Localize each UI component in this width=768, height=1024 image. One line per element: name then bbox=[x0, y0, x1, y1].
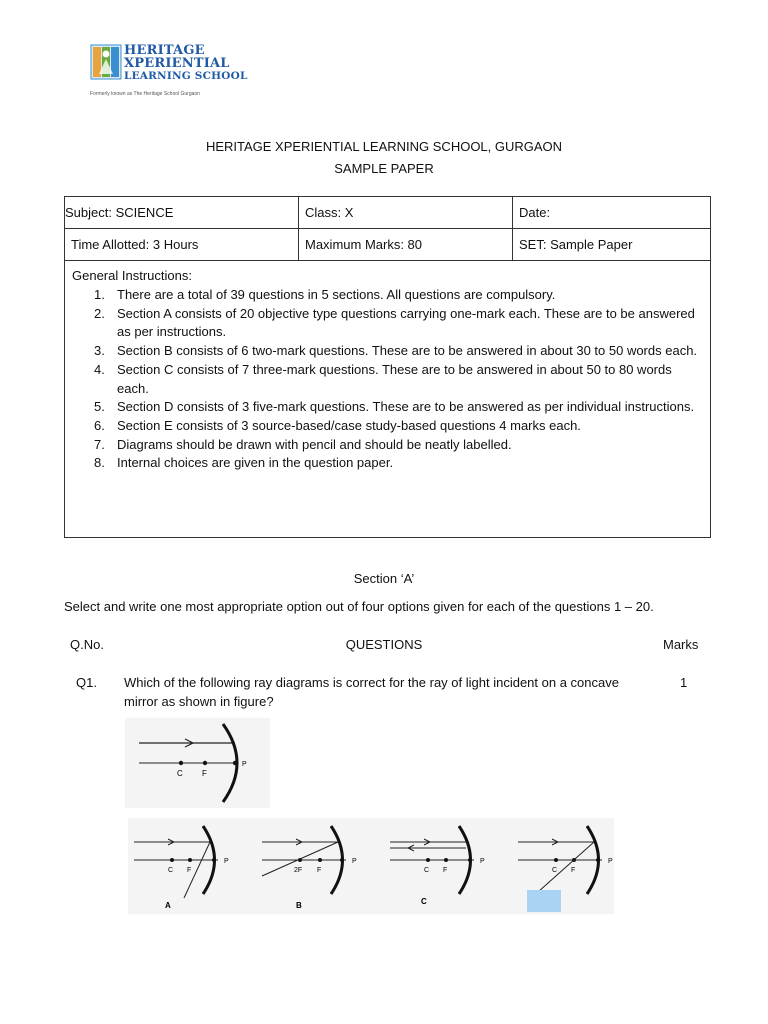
logo-line-1: HERITAGE bbox=[124, 43, 205, 58]
instruction-text: Section C consists of 7 three-mark questions. These are to be answered in about 50 to 80 words each. bbox=[117, 361, 672, 396]
option-b-diagram bbox=[262, 826, 357, 910]
instruction-number: 5. bbox=[94, 399, 105, 415]
instruction-text: Diagrams should be drawn with pencil and should be neatly labelled. bbox=[117, 436, 512, 452]
label-f: F bbox=[187, 867, 192, 874]
school-logo bbox=[90, 44, 250, 102]
label-f: F bbox=[571, 867, 576, 874]
option-label-c: C bbox=[421, 897, 427, 906]
instruction-number: 4. bbox=[94, 361, 105, 377]
instructions-heading: General Instructions: bbox=[72, 268, 192, 283]
label-f: F bbox=[443, 867, 448, 874]
question-number: Q1. bbox=[76, 675, 97, 690]
instruction-item bbox=[65, 417, 705, 436]
pole-point bbox=[233, 761, 237, 765]
paper-info-table bbox=[64, 196, 711, 261]
column-questions: QUESTIONS bbox=[345, 637, 423, 652]
label-p: P bbox=[242, 761, 247, 768]
info-row-1 bbox=[65, 197, 711, 229]
instruction-item bbox=[65, 361, 705, 398]
label-f: F bbox=[317, 867, 322, 874]
question-marks: 1 bbox=[680, 675, 688, 690]
section-title: Section ‘A’ bbox=[353, 571, 415, 586]
column-marks: Marks bbox=[663, 637, 699, 652]
centre-point bbox=[179, 761, 183, 765]
section-directive: Select and write one most appropriate option out of four options given for each of the questions 1 – 20. bbox=[64, 599, 654, 614]
label-p: P bbox=[352, 858, 357, 865]
instruction-text: Section B consists of 6 two-mark questions. These are to be answered in about 30 to 50 words each. bbox=[117, 343, 698, 359]
option-label-a: A bbox=[165, 901, 171, 910]
question-text: Which of the following ray diagrams is correct for the ray of light incident on a concave mirror as shown in figure? bbox=[124, 675, 619, 709]
instruction-item bbox=[65, 436, 705, 455]
label-c: C bbox=[424, 867, 430, 874]
paper-title: SAMPLE PAPER bbox=[334, 161, 434, 176]
incident-ray-figure bbox=[125, 718, 270, 808]
label-p: P bbox=[224, 858, 229, 865]
label-c: C bbox=[552, 867, 558, 874]
focus-point bbox=[203, 761, 207, 765]
label-p: P bbox=[480, 858, 485, 865]
instructions-list bbox=[65, 286, 705, 473]
date-cell: Date: bbox=[513, 197, 711, 229]
instruction-text: There are a total of 39 questions in 5 sections. All questions are compulsory. bbox=[117, 287, 556, 302]
label-2f: 2F bbox=[294, 867, 303, 874]
general-instructions bbox=[64, 260, 711, 538]
max-marks-cell: Maximum Marks: 80 bbox=[299, 229, 513, 261]
instruction-item bbox=[65, 305, 705, 342]
option-a-diagram bbox=[134, 826, 229, 910]
school-title: HERITAGE XPERIENTIAL LEARNING SCHOOL, GURGAON bbox=[205, 139, 563, 154]
logo-wordmark bbox=[124, 45, 248, 83]
instruction-number: 6. bbox=[94, 417, 105, 433]
option-c-diagram bbox=[390, 826, 485, 906]
instruction-number: 7. bbox=[94, 436, 105, 452]
option-label-b: B bbox=[296, 901, 302, 910]
instruction-number: 2. bbox=[94, 305, 105, 321]
instruction-item bbox=[65, 398, 705, 417]
column-qno: Q.No. bbox=[70, 637, 104, 652]
label-c: C bbox=[168, 867, 174, 874]
instruction-text: Internal choices are given in the question paper. bbox=[117, 455, 394, 471]
label-f: F bbox=[202, 769, 207, 778]
logo-subtitle: Formerly known as The Heritage School Gurgaon bbox=[90, 91, 200, 97]
set-cell: SET: Sample Paper bbox=[513, 229, 711, 261]
instruction-number: 1. bbox=[94, 287, 105, 302]
options-figure bbox=[128, 818, 614, 914]
logo-line-3: LEARNING SCHOOL bbox=[124, 70, 248, 82]
subject-cell: Subject: SCIENCE bbox=[65, 197, 299, 229]
info-row-2 bbox=[65, 229, 711, 261]
instruction-item bbox=[65, 286, 705, 305]
option-label-d: D bbox=[540, 902, 546, 911]
label-c: C bbox=[177, 769, 183, 778]
time-cell: Time Allotted: 3 Hours bbox=[65, 229, 299, 261]
instruction-number: 3. bbox=[94, 343, 105, 359]
instruction-text: Section A consists of 20 objective type questions carrying one-mark each. These are to be answered as per instructions. bbox=[117, 305, 695, 340]
option-d-diagram bbox=[518, 826, 613, 912]
class-cell: Class: X bbox=[299, 197, 513, 229]
logo-emblem-icon bbox=[90, 44, 122, 80]
instruction-text: Section E consists of 3 source-based/case study-based questions 4 marks each. bbox=[117, 417, 581, 433]
label-p: P bbox=[608, 858, 613, 865]
logo-line-2: XPERIENTIAL bbox=[124, 55, 230, 71]
instruction-number: 8. bbox=[94, 455, 105, 471]
instruction-text: Section D consists of 3 five-mark questions. These are to be answered as per individual instructions. bbox=[117, 399, 695, 415]
instruction-item bbox=[65, 342, 705, 361]
instruction-item bbox=[65, 454, 705, 473]
